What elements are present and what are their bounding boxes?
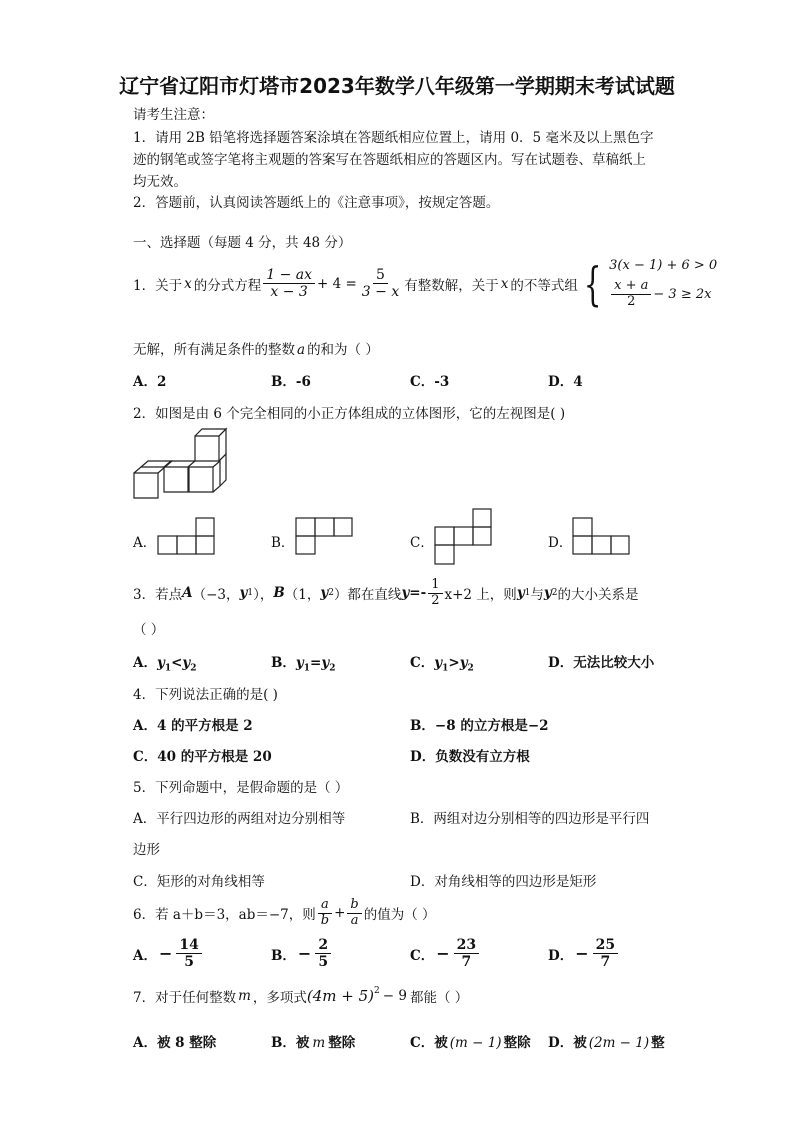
q1-inequality-1: 3(x − 1) + 6 > 0 bbox=[609, 258, 718, 273]
q3-option-a[interactable] bbox=[133, 651, 197, 674]
q3-optb-sub1: 1 bbox=[303, 663, 311, 674]
q3-optc-y2: y bbox=[459, 655, 468, 671]
q4-option-c[interactable]: C．40 的平方根是 20 bbox=[133, 749, 272, 765]
q3-optb-rel: = bbox=[310, 655, 322, 671]
q2-option-b-label[interactable]: B． bbox=[271, 535, 295, 551]
q7-optd-expr: (2m − 1) bbox=[588, 1035, 650, 1051]
q3-line-rest: x+2 上，则 bbox=[444, 587, 517, 604]
q7-optb-a: B．被 bbox=[271, 1035, 310, 1051]
q3-frac-numerator: 1 bbox=[428, 578, 442, 594]
q2-solid-figure bbox=[133, 428, 233, 500]
q7-var-m: m bbox=[238, 988, 251, 1004]
q3-b-coord: （1， bbox=[284, 587, 321, 604]
q3-frac-denominator: 2 bbox=[431, 592, 440, 608]
q6-f1-denominator: b bbox=[320, 912, 330, 928]
q1-rhs-numerator: 5 bbox=[373, 267, 388, 284]
q3-optb-sub2: 2 bbox=[329, 663, 336, 674]
q3-line-y: y bbox=[401, 585, 410, 602]
q7-optc-expr: (m − 1) bbox=[449, 1035, 502, 1051]
q1-option-a[interactable]: A．2 bbox=[133, 374, 167, 390]
q3-optb-y1: y bbox=[295, 655, 304, 671]
question-3 bbox=[133, 578, 639, 609]
q3-y2: y bbox=[320, 585, 329, 602]
q7-optd-b: 整 bbox=[651, 1035, 665, 1051]
q6-plus: + bbox=[334, 905, 346, 922]
q7-optb-b: 整除 bbox=[328, 1035, 356, 1051]
question-1 bbox=[133, 258, 717, 310]
brace-icon: { bbox=[583, 256, 602, 311]
q1-lhs-numerator: 1 − ax bbox=[263, 267, 315, 284]
q1-text-1: 1．关于 bbox=[133, 277, 183, 294]
q5-option-b-line1[interactable]: B．两组对边分别相等的四边形是平行四 bbox=[410, 811, 650, 827]
q6-opta-sign: − bbox=[158, 944, 173, 964]
q3-optb-y2: y bbox=[321, 655, 330, 671]
q3-close1: ）， bbox=[253, 587, 274, 604]
q6-optc-den: 7 bbox=[461, 954, 472, 971]
q5-option-c[interactable]: C．矩形的对角线相等 bbox=[133, 874, 265, 890]
q7-text-2: ，多项式 bbox=[252, 990, 307, 1006]
q1-text-4: 的不等式组 bbox=[510, 277, 578, 294]
q7-optc-b: 整除 bbox=[503, 1035, 531, 1051]
q6-option-c[interactable] bbox=[410, 937, 481, 970]
q6-optd-den: 7 bbox=[600, 954, 611, 971]
q3-line-eq: =- bbox=[409, 585, 427, 602]
q6-option-b[interactable] bbox=[271, 937, 333, 970]
q7-square: 2 bbox=[374, 986, 380, 996]
notice-item1-line3: 均无效。 bbox=[133, 174, 187, 190]
q3-cmp-y1: y bbox=[516, 585, 525, 602]
q6-text-1: 6．若 a＋b＝3，ab＝−7，则 bbox=[133, 907, 316, 924]
notice-item1-line1: 1．请用 2B 铅笔将选择题答案涂填在答题纸相应位置上，请用 0．5 毫米及以上黑色字 bbox=[133, 130, 654, 146]
q3-text-1: 3．若点 bbox=[133, 587, 183, 604]
q7-option-b[interactable] bbox=[271, 1031, 355, 1051]
q1-var-x: x bbox=[184, 275, 192, 292]
q1-ineq2-numerator: x + a bbox=[611, 279, 651, 295]
q1-text-2: 的分式方程 bbox=[193, 277, 262, 294]
q3-cmp-a: 与 bbox=[530, 587, 544, 604]
q6-option-d[interactable] bbox=[548, 937, 620, 970]
q2-option-a-label[interactable]: A． bbox=[133, 535, 157, 551]
q3-sub1: 1 bbox=[247, 588, 254, 599]
q2-option-d-figure[interactable] bbox=[572, 517, 630, 555]
q3-optc-y1: y bbox=[434, 655, 443, 671]
notice-item2: 2．答题前，认真阅读答题纸上的《注意事项》，按规定答题。 bbox=[133, 195, 500, 211]
q6-optb-num: 2 bbox=[315, 937, 331, 954]
q1-option-d[interactable]: D．4 bbox=[548, 374, 583, 390]
q3-y1: y bbox=[239, 585, 248, 602]
q3-option-c[interactable] bbox=[410, 651, 474, 674]
q1-line2-a: 无解，所有满足条件的整数 bbox=[133, 342, 295, 358]
q5-option-b-line2[interactable]: 边形 bbox=[133, 842, 160, 858]
q1-lhs-denominator: x − 3 bbox=[270, 284, 308, 301]
q7-option-c[interactable] bbox=[410, 1031, 531, 1051]
q1-line-2 bbox=[133, 338, 379, 358]
q1-eq-plus: + 4 = bbox=[317, 275, 357, 292]
q3-opta-y1: y bbox=[156, 655, 165, 671]
q3-cmp-sub1: 1 bbox=[524, 588, 531, 599]
q6-opta-den: 5 bbox=[184, 954, 194, 971]
q6-opta-fraction bbox=[176, 937, 201, 970]
q6-optb-sign: − bbox=[297, 944, 312, 964]
q1-option-b[interactable]: B．-6 bbox=[271, 374, 311, 390]
q6-optb-fraction bbox=[315, 937, 331, 970]
q6-opta-num: 14 bbox=[176, 937, 201, 954]
q6-fraction-1 bbox=[318, 898, 332, 929]
q6-optd-sign: − bbox=[575, 944, 589, 964]
q3-cmp-y2: y bbox=[543, 585, 552, 602]
q3-optc-sub2: 2 bbox=[467, 663, 474, 674]
q6-optc-label: C． bbox=[410, 947, 435, 964]
q3-opta-sub1: 1 bbox=[164, 663, 172, 674]
q7-option-a[interactable]: A．被 8 整除 bbox=[133, 1035, 217, 1051]
q7-polynomial: (4m + 5) bbox=[306, 987, 375, 1005]
q2-option-d-label[interactable]: D． bbox=[548, 535, 573, 551]
q3-opta-label: A． bbox=[133, 655, 157, 671]
q2-option-b-figure[interactable] bbox=[295, 517, 353, 555]
q3-optc-rel: > bbox=[448, 655, 460, 671]
q3-sub2: 2 bbox=[328, 588, 334, 599]
q3-opta-y2: y bbox=[182, 655, 191, 671]
section-heading: 一、选择题（每题 4 分，共 48 分） bbox=[133, 235, 352, 251]
q6-text-2: 的值为（ ） bbox=[363, 907, 436, 924]
q3-option-d[interactable]: D．无法比较大小 bbox=[548, 655, 655, 671]
q3-close2: ）都在直线 bbox=[333, 587, 402, 604]
q3-fraction bbox=[428, 578, 442, 609]
q7-optc-a: C．被 bbox=[410, 1035, 448, 1051]
q1-var-x-2: x bbox=[500, 275, 509, 292]
q2-option-a-figure[interactable] bbox=[157, 517, 215, 555]
q1-fraction-rhs bbox=[359, 267, 402, 300]
q5-option-d[interactable]: D．对角线相等的四边形是矩形 bbox=[410, 874, 597, 890]
q3-a-coord: （−3， bbox=[192, 587, 240, 604]
q4-option-d[interactable]: D．负数没有立方根 bbox=[410, 749, 530, 765]
q7-optd-a: D．被 bbox=[548, 1035, 587, 1051]
q1-text-3: 有整数解，关于 bbox=[404, 277, 499, 294]
q5-option-a[interactable]: A．平行四边形的两组对边分别相等 bbox=[133, 811, 346, 827]
q3-option-b[interactable] bbox=[271, 651, 335, 674]
cube-drawing-icon bbox=[134, 429, 226, 498]
q6-f2-denominator: a bbox=[350, 912, 359, 928]
q6-optd-fraction bbox=[593, 937, 618, 970]
q3-point-a: A bbox=[182, 585, 193, 602]
question-6 bbox=[133, 898, 436, 929]
q1-inequality-2-rest: − 3 ≥ 2x bbox=[653, 286, 712, 302]
q1-line2-b: 的和为（ ） bbox=[307, 342, 379, 358]
q3-point-b: B bbox=[273, 585, 285, 602]
notice-item1-line2: 迹的钢笔或签字笔将主观题的答案写在答题纸相应的答题区内。写在试题卷、草稿纸上 bbox=[133, 152, 646, 168]
question-4: 4．下列说法正确的是( ) bbox=[133, 687, 278, 703]
q1-rhs-denominator: 3 − x bbox=[361, 284, 400, 301]
notice-heading: 请考生注意： bbox=[133, 107, 214, 123]
q3-opta-rel: < bbox=[171, 655, 183, 671]
q7-poly-rest: − 9 bbox=[382, 988, 407, 1004]
q3-cmp-b: 的大小关系是 bbox=[557, 587, 639, 604]
question-7 bbox=[133, 986, 468, 1006]
q6-optc-fraction bbox=[454, 937, 479, 970]
q6-optd-num: 25 bbox=[593, 937, 618, 954]
q6-f2-numerator: b bbox=[347, 898, 361, 914]
question-2: 2．如图是由 6 个完全相同的小正方体组成的立体图形，它的左视图是( ) bbox=[133, 406, 566, 422]
page-title: 辽宁省辽阳市灯塔市2023年数学八年级第一学期期末考试试题 bbox=[119, 74, 675, 98]
q6-fraction-2 bbox=[347, 898, 361, 929]
q6-optc-num: 23 bbox=[454, 937, 479, 954]
q6-optd-label: D． bbox=[548, 947, 574, 964]
q2-option-c-figure[interactable] bbox=[434, 508, 492, 565]
q3-optc-sub1: 1 bbox=[442, 663, 449, 674]
q6-optb-label: B． bbox=[271, 947, 296, 964]
q1-option-c[interactable]: C．-3 bbox=[410, 374, 450, 390]
q6-opta-label: A． bbox=[133, 947, 157, 964]
q3-optb-label: B． bbox=[271, 655, 296, 671]
q6-optb-den: 5 bbox=[318, 954, 329, 971]
q4-option-a[interactable]: A．4 的平方根是 2 bbox=[133, 718, 253, 734]
q1-inequality-2-fraction bbox=[611, 279, 651, 310]
q3-blank: （ ） bbox=[133, 622, 165, 638]
q3-optc-label: C． bbox=[410, 655, 435, 671]
q7-text-3: 都能（ ） bbox=[409, 990, 469, 1006]
q6-option-a[interactable] bbox=[133, 937, 204, 970]
q1-fraction-lhs bbox=[263, 267, 315, 300]
q1-var-a: a bbox=[297, 342, 306, 358]
q3-opta-sub2: 2 bbox=[190, 663, 197, 674]
q7-optb-m: m bbox=[312, 1035, 326, 1051]
question-5: 5．下列命题中，是假命题的是（ ） bbox=[133, 780, 349, 796]
q1-inequality-system bbox=[578, 258, 717, 310]
q4-option-b[interactable]: B．−8 的立方根是−2 bbox=[410, 718, 549, 734]
q6-optc-sign: − bbox=[436, 944, 450, 964]
q7-option-d[interactable] bbox=[548, 1031, 665, 1051]
q2-option-c-label[interactable]: C． bbox=[410, 535, 434, 551]
q6-f1-numerator: a bbox=[318, 898, 332, 914]
q1-ineq2-denominator: 2 bbox=[627, 293, 636, 309]
q3-cmp-sub2: 2 bbox=[551, 588, 558, 599]
q7-text-1: 7．对于任何整数 bbox=[133, 990, 237, 1006]
